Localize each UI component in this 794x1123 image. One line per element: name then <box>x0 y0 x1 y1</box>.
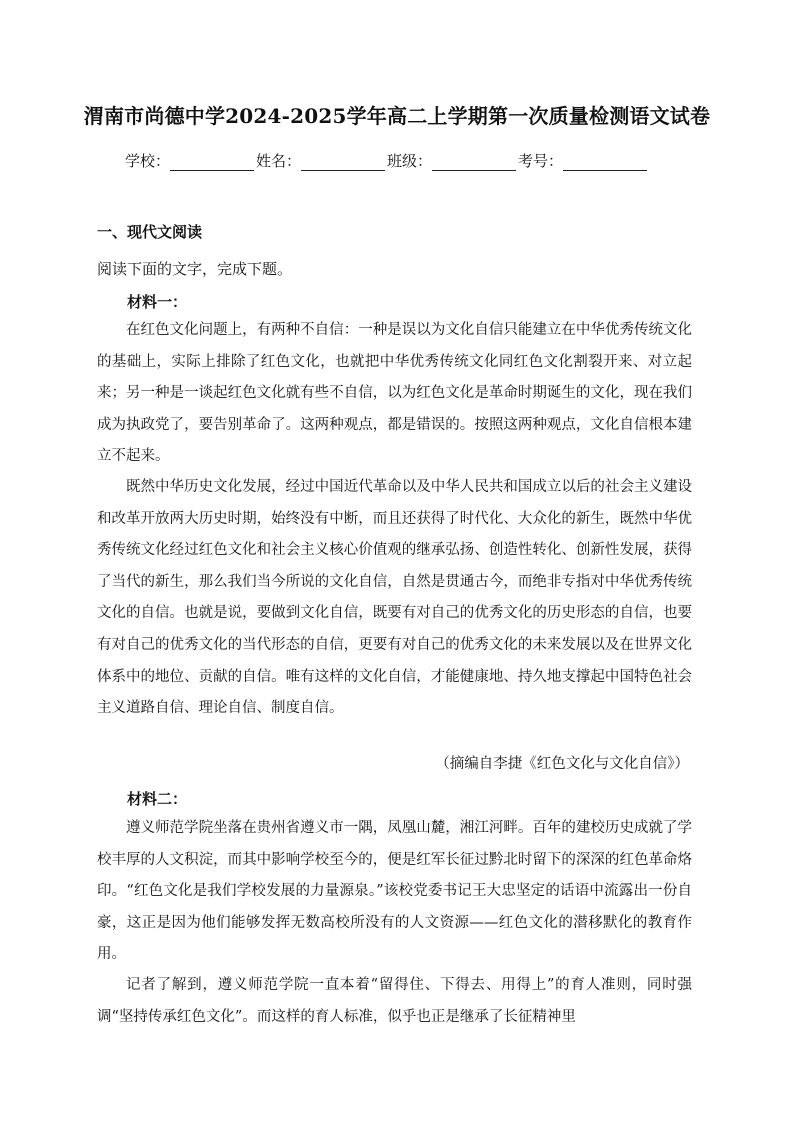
material-one-source: （摘编自李捷《红色文化与文化自信》） <box>435 756 689 772</box>
exam-number-label: 考号： <box>518 152 564 170</box>
reading-instruction: 阅读下面的文字，完成下题。 <box>97 260 293 278</box>
name-blank <box>301 152 385 171</box>
material-two-paragraph: 记者了解到，遵义师范学院一直本着“留得住、下得去、用得上”的育人准则，同时强调“坚持传承红色文化”。而这样的育人标准，似乎也正是继承了长征精神里 <box>97 977 692 1025</box>
material-two-label: 材料二： <box>127 790 188 808</box>
material-one-paragraph: 既然中华历史文化发展，经过中国近代革命以及中华人民共和国成立以后的社会主义建设和改革开放两大历史时期，始终没有中断，而且还获得了时代化、大众化的新生，既然中华优秀传统文化经过红色文化和社会主义核心价值观的继承弘扬、创造性转化、创新性发展，获得了当代的新生，那么我们当今所说的文化自信，自然是贯通古今，而绝非专指对中华优秀传统文化的自信。也就是说，要做到文化自信，既要有对自己的优秀文化的历史形态的自信，也要有对自己的优秀文化的当代形态的自信，更要有对自己的优秀文化的未来发展以及在世界文化体系中的地位、贡献的自信。唯有这样的文化自信，才能健康地、持久地支撑起中国特色社会主义道路自信、理论自信、制度自信。 <box>97 479 692 717</box>
exam-number-blank <box>563 152 647 171</box>
material-one-paragraph: 在红色文化问题上，有两种不自信：一种是误以为文化自信只能建立在中华优秀传统文化的基础上，实际上排除了红色文化，也就把中华优秀传统文化同红色文化割裂开来、对立起来；另一种是一谈起红色文化就有些不自信，以为红色文化是革命时期诞生的文化，现在我们成为执政党了，要告别革命了。这两种观点，都是错误的。按照这两种观点，文化自信根本建立不起来。 <box>97 322 692 465</box>
student-info-row <box>125 150 685 171</box>
material-one-label: 材料一： <box>127 293 188 311</box>
section-heading: 一、现代文阅读 <box>97 223 203 241</box>
school-label: 学校： <box>125 152 171 170</box>
class-blank <box>432 152 516 171</box>
exam-title: 渭南市尚德中学2024-2025学年高二上学期第一次质量检测语文试卷 <box>83 104 711 128</box>
name-label: 姓名： <box>256 152 302 170</box>
school-blank <box>170 152 254 171</box>
material-two-paragraph: 遵义师范学院坐落在贵州省遵义市一隅，凤凰山麓，湘江河畔。百年的建校历史成就了学校丰厚的人文积淀，而其中影响学校至今的，便是红军长征过黔北时留下的深深的红色革命烙印。“红色文化是我们学校发展的力量源泉。”该校党委书记王大忠坚定的话语中流露出一份自豪，这正是因为他们能够发挥无数高校所没有的人文资源——红色文化的潜移默化的教育作用。 <box>97 820 692 963</box>
class-label: 班级： <box>387 152 433 170</box>
